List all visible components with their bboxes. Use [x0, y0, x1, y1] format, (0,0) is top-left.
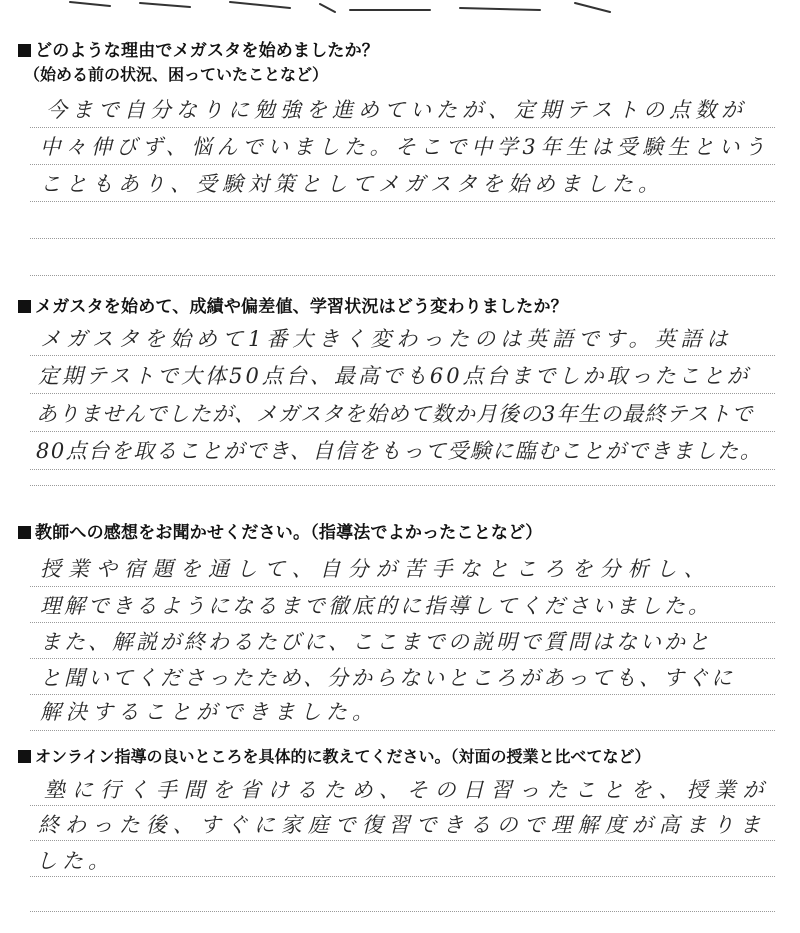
square-bullet-icon [18, 750, 31, 763]
answer-line: 授業や宿題を通して、自分が苦手なところを分析し、 [40, 557, 712, 581]
ruled-line [30, 238, 775, 239]
answer-line: こともあり、受験対策としてメガスタを始めました。 [40, 172, 664, 196]
ruled-line [30, 658, 775, 659]
question-text-2: メガスタを始めて、成績や偏差値、学習状況はどう変わりましたか？ [35, 297, 568, 317]
top-cropped-handwriting [0, 0, 800, 24]
question-heading-4 [18, 744, 651, 767]
ruled-line [30, 622, 775, 623]
answer-line: した。 [36, 849, 114, 873]
ruled-line [30, 275, 775, 276]
ruled-line [30, 431, 775, 432]
question-text-4: オンライン指導の良いところを具体的に教えてください。（対面の授業と比べてなど） [35, 747, 651, 766]
answer-line: 中々伸びず、悩んでいました。そこで中学3年生は受験生という [40, 135, 770, 159]
ruled-line [30, 694, 775, 695]
answer-line: 塾に行く手間を省けるため、その日習ったことを、授業が [44, 778, 771, 802]
answer-line: 理解できるようになるまで徹底的に指導してくださいました。 [40, 594, 712, 618]
question-text-3: 教師への感想をお聞かせください。（指導法でよかったことなど） [35, 523, 543, 543]
square-bullet-icon [18, 526, 31, 539]
answer-line: ありませんでしたが、メガスタを始めて数か月後の3年生の最終テストで [36, 402, 754, 426]
ruled-line [30, 127, 775, 128]
question-heading-3 [18, 518, 543, 543]
ruled-line [30, 164, 775, 165]
ruled-line [30, 805, 775, 806]
ruled-line [30, 201, 775, 202]
square-bullet-icon [18, 300, 31, 313]
answer-line: 解決することができました。 [40, 700, 378, 724]
ruled-line [30, 393, 775, 394]
question-text-1: どのような理由でメガスタを始めましたか？ [35, 41, 379, 61]
question-heading-2 [18, 292, 568, 317]
ruled-line [30, 586, 775, 587]
answer-line: 今まで自分なりに勉強を進めていたが、定期テストの点数が [46, 98, 748, 122]
answer-line: また、解説が終わるたびに、ここまでの説明で質問はないかと [40, 630, 712, 654]
ruled-line [30, 911, 775, 912]
answer-line: 80点台を取ることができ、自信をもって受験に臨むことができました。 [36, 439, 763, 463]
ruled-line [30, 730, 775, 731]
square-bullet-icon [18, 44, 31, 57]
ruled-line [30, 469, 775, 470]
ruled-line [30, 485, 775, 486]
question-subheading-1: （始める前の状況、困っていたことなど） [24, 65, 329, 84]
ruled-line [30, 840, 775, 841]
question-heading-1 [18, 36, 379, 61]
answer-line: 終わった後、すぐに家庭で復習できるので理解度が高まりま [38, 813, 767, 837]
answer-line: 定期テストで大体50点台、最高でも60点台までしか取ったことが [38, 364, 751, 388]
answer-line: と聞いてくださったため、分からないところがあっても、すぐに [40, 666, 735, 690]
ruled-line [30, 355, 775, 356]
answer-line: メガスタを始めて1番大きく変わったのは英語です。英語は [40, 327, 733, 351]
ruled-line [30, 876, 775, 877]
